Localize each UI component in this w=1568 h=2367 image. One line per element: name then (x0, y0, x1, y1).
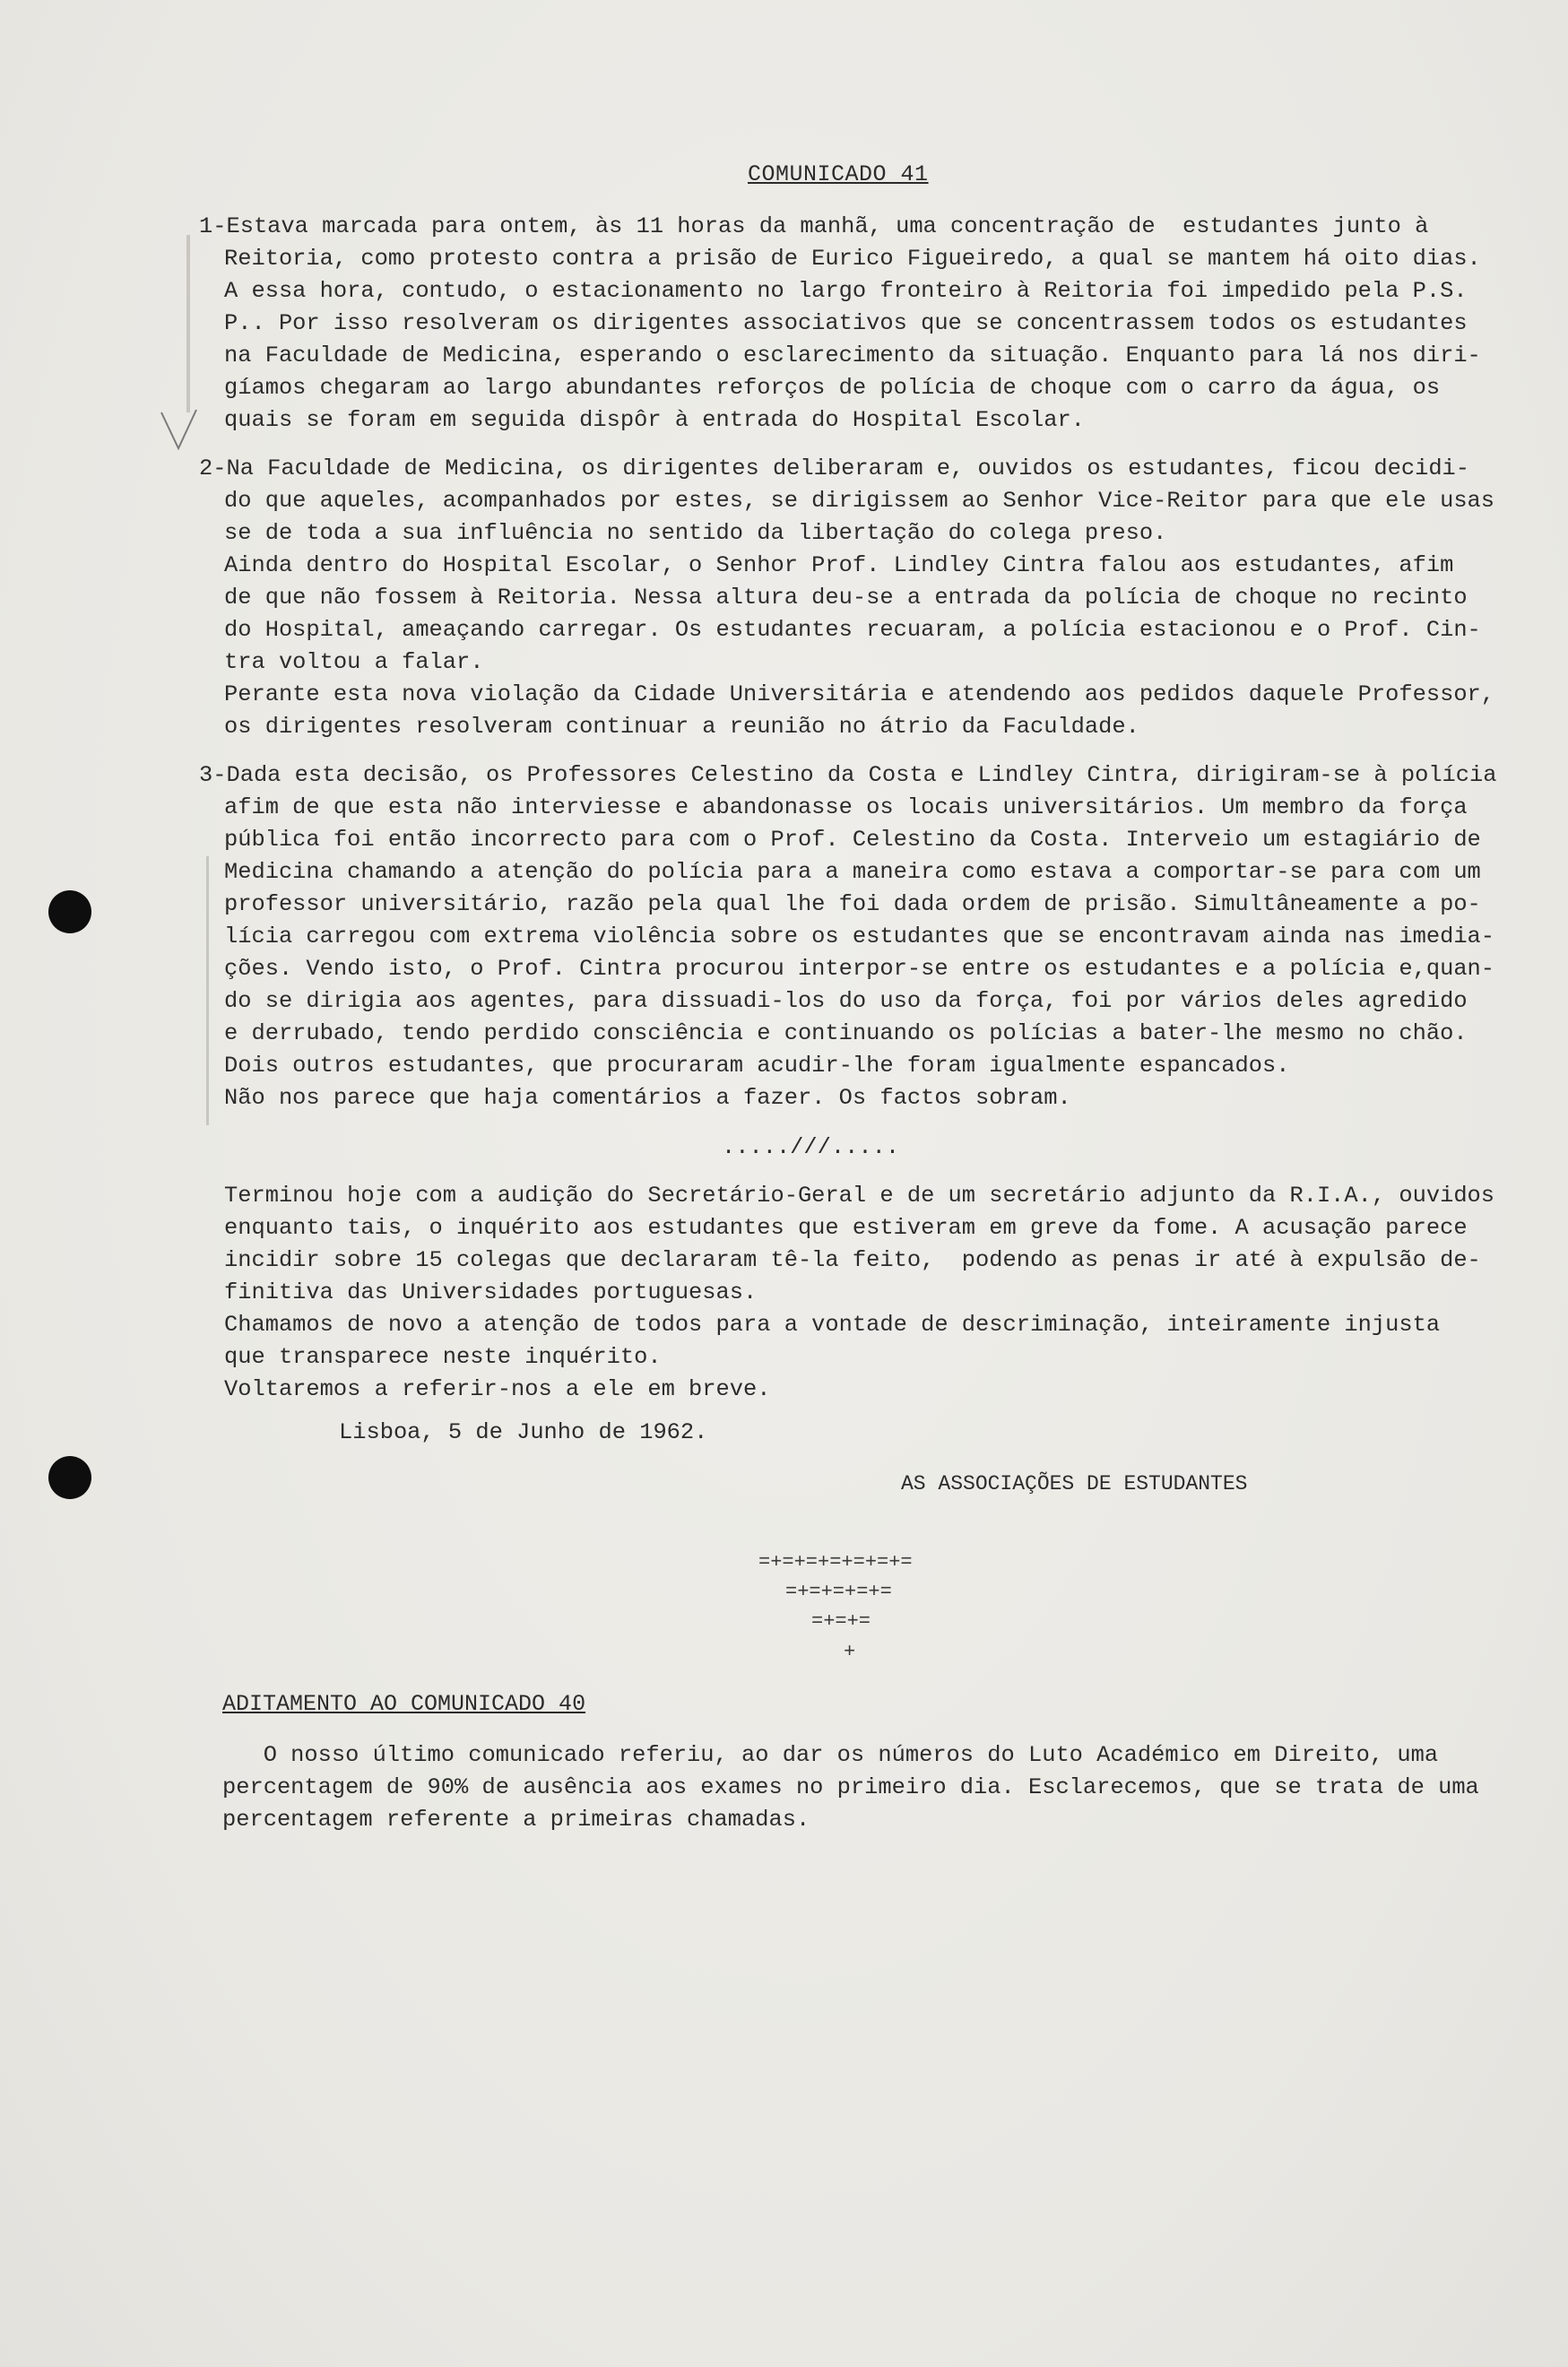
punch-hole-bottom (48, 1456, 91, 1499)
p2-line: se de toda a sua influência no sentido da libertação do colega preso. (224, 520, 1167, 546)
p3-line: Não nos parece que haja comentários a fazer. Os factos sobram. (224, 1085, 1071, 1111)
ornament-row-3: =+=+= (811, 1610, 871, 1633)
p3-line: professor universitário, razão pela qual lhe foi dada ordem de prisão. Simultâneamente a po- (224, 891, 1481, 917)
margin-pencil-line-2 (206, 856, 209, 1125)
p4-line: que transparece neste inquérito. (224, 1344, 662, 1370)
addendum-line: percentagem referente a primeiras chamadas. (222, 1807, 810, 1833)
p3-line: do se dirigia aos agentes, para dissuadi-los do uso da força, foi por vários deles agredido (224, 988, 1468, 1014)
p1-line: na Faculdade de Medicina, esperando o esclarecimento da situação. Enquanto para lá nos diri- (224, 342, 1481, 368)
p4-line: incidir sobre 15 colegas que declararam tê-la feito, podendo as penas ir até à expulsão de- (224, 1247, 1481, 1273)
p1-line: gíamos chegaram ao largo abundantes reforços de polícia de choque com o carro da água, os (224, 375, 1441, 401)
margin-arrow-mark (157, 408, 202, 453)
p3-line: pública foi então incorrecto para com o Prof. Celestino da Costa. Interveio um estagiário de (224, 827, 1481, 853)
section-divider: .....///..... (722, 1134, 900, 1160)
addendum-title: ADITAMENTO AO COMUNICADO 40 (222, 1691, 586, 1717)
p3-line: Dois outros estudantes, que procuraram acudir-lhe foram igualmente espancados. (224, 1053, 1290, 1079)
p2-line: 2-Na Faculdade de Medicina, os dirigentes deliberaram e, ouvidos os estudantes, ficou decidi- (199, 455, 1470, 481)
p2-line: Perante esta nova violação da Cidade Universitária e atendendo aos pedidos daquele Professor, (224, 681, 1495, 707)
ornament-row-2: =+=+=+=+= (785, 1581, 892, 1603)
addendum-line: O nosso último comunicado referiu, ao dar os números do Luto Académico em Direito, uma (222, 1742, 1439, 1768)
p1-line: P.. Por isso resolveram os dirigentes associativos que se concentrassem todos os estudantes (224, 310, 1468, 336)
addendum-line: percentagem de 90% de ausência aos exames no primeiro dia. Esclarecemos, que se trata de uma (222, 1774, 1479, 1800)
p4-line: Voltaremos a referir-nos a ele em breve. (224, 1376, 771, 1402)
p1-line: A essa hora, contudo, o estacionamento no largo fronteiro à Reitoria foi impedido pela P.S. (224, 278, 1468, 304)
p2-line: os dirigentes resolveram continuar a reunião no átrio da Faculdade. (224, 714, 1139, 740)
document-title: COMUNICADO 41 (748, 161, 929, 187)
p1-line: quais se foram em seguida dispôr à entrada do Hospital Escolar. (224, 407, 1085, 433)
ornament-row-1: =+=+=+=+=+=+= (758, 1551, 913, 1574)
p1-line: 1-Estava marcada para ontem, às 11 horas da manhã, uma concentração de estudantes junto à (199, 213, 1429, 239)
p2-line: do Hospital, ameaçando carregar. Os estudantes recuaram, a polícia estacionou e o Prof. Cin- (224, 617, 1481, 643)
p2-line: do que aqueles, acompanhados por estes, se dirigissem ao Senhor Vice-Reitor para que ele usas (224, 488, 1495, 514)
p4-line: Terminou hoje com a audição do Secretário-Geral e de um secretário adjunto da R.I.A., ouvidos (224, 1183, 1495, 1209)
p3-line: afim de que esta não interviesse e abandonasse os locais universitários. Um membro da força (224, 794, 1468, 820)
p3-line: Medicina chamando a atenção do polícia para a maneira como estava a comportar-se para com um (224, 859, 1481, 885)
punch-hole-top (48, 890, 91, 933)
p2-line: tra voltou a falar. (224, 649, 484, 675)
p4-line: Chamamos de novo a atenção de todos para a vontade de descriminação, inteiramente injusta (224, 1312, 1441, 1338)
p2-line: de que não fossem à Reitoria. Nessa altura deu-se a entrada da polícia de choque no recinto (224, 585, 1468, 611)
p3-line: 3-Dada esta decisão, os Professores Celestino da Costa e Lindley Cintra, dirigiram-se à polícia (199, 762, 1497, 788)
date-line: Lisboa, 5 de Junho de 1962. (339, 1419, 708, 1445)
margin-pencil-line (186, 235, 190, 412)
p3-line: e derrubado, tendo perdido consciência e continuando os polícias a bater-lhe mesmo no chão. (224, 1020, 1468, 1046)
p4-line: enquanto tais, o inquérito aos estudantes que estiveram em greve da fome. A acusação parece (224, 1215, 1468, 1241)
signature: AS ASSOCIAÇÕES DE ESTUDANTES (901, 1472, 1248, 1496)
p4-line: finitiva das Universidades portuguesas. (224, 1279, 758, 1305)
p3-line: ções. Vendo isto, o Prof. Cintra procurou interpor-se entre os estudantes e a polícia e,quan- (224, 956, 1495, 982)
p3-line: lícia carregou com extrema violência sobre os estudantes que se encontravam ainda nas imedia- (224, 923, 1495, 949)
ornament-row-4: + (844, 1641, 856, 1663)
p2-line: Ainda dentro do Hospital Escolar, o Senhor Prof. Lindley Cintra falou aos estudantes, afim (224, 552, 1454, 578)
p1-line: Reitoria, como protesto contra a prisão de Eurico Figueiredo, a qual se mantem há oito dias. (224, 246, 1481, 272)
